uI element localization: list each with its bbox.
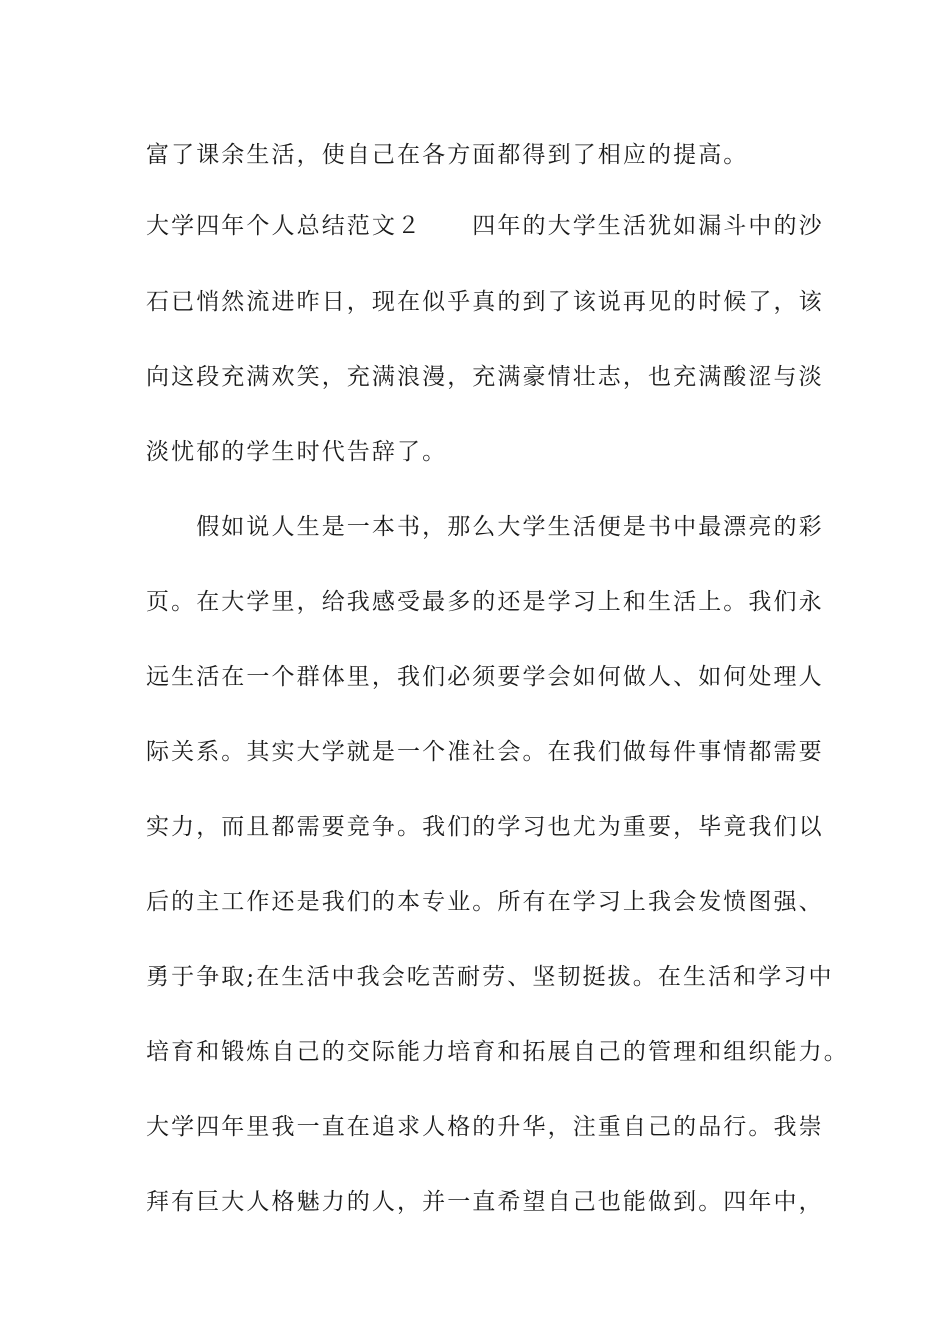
text-line: 假如说人生是一本书，那么大学生活便是书中最漂亮的彩 xyxy=(146,514,824,540)
text-line: 远生活在一个群体里，我们必须要学会如何做人、如何处理人 xyxy=(146,664,824,690)
text-line: 后的主工作还是我们的本专业。所有在学习上我会发愤图强、 xyxy=(146,889,824,915)
text-line: 拜有巨大人格魅力的人，并一直希望自己也能做到。四年中， xyxy=(146,1189,824,1215)
text-line: 际关系。其实大学就是一个准社会。在我们做每件事情都需要 xyxy=(146,739,824,765)
text-line: 大学四年个人总结范文２ 四年的大学生活犹如漏斗中的沙 xyxy=(146,213,824,239)
text-line: 淡忧郁的学生时代告辞了。 xyxy=(146,439,448,465)
text-line: 富了课余生活，使自己在各方面都得到了相应的提高。 xyxy=(146,142,749,168)
text-line: 向这段充满欢笑，充满浪漫，充满豪情壮志，也充满酸涩与淡 xyxy=(146,364,824,390)
text-line: 勇于争取;在生活中我会吃苦耐劳、坚韧挺拔。在生活和学习中 xyxy=(146,964,834,990)
text-line: 石已悄然流进昨日，现在似乎真的到了该说再见的时候了，该 xyxy=(146,289,824,315)
text-line: 页。在大学里，给我感受最多的还是学习上和生活上。我们永 xyxy=(146,589,824,615)
text-line: 培育和锻炼自己的交际能力培育和拓展自己的管理和组织能力。 xyxy=(146,1039,849,1065)
text-line: 大学四年里我一直在追求人格的升华，注重自己的品行。我崇 xyxy=(146,1114,824,1140)
text-line: 实力，而且都需要竞争。我们的学习也尤为重要，毕竟我们以 xyxy=(146,814,824,840)
